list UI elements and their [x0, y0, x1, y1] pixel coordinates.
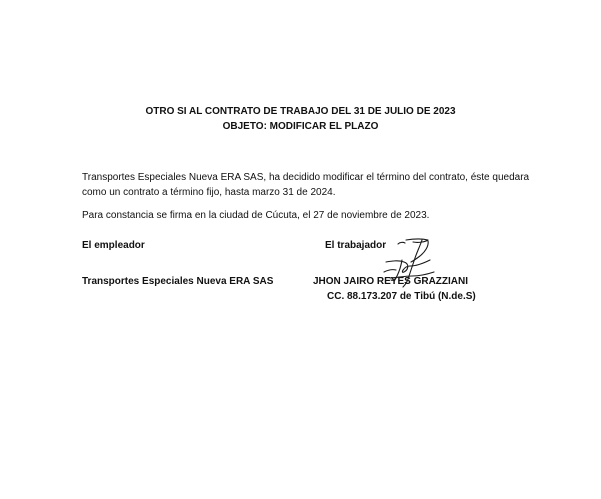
employer-name: Transportes Especiales Nueva ERA SAS — [82, 276, 274, 287]
handwritten-signature-icon — [378, 236, 444, 298]
signing-statement: Para constancia se firma en la ciudad de Cúcuta, el 27 de noviembre de 2023. — [82, 210, 430, 221]
document-subject: OBJETO: MODIFICAR EL PLAZO — [222, 121, 379, 132]
employer-label: El empleador — [82, 240, 145, 251]
worker-name: JHON JAIRO REYES GRAZZIANI — [313, 276, 469, 287]
worker-label: El trabajador — [325, 240, 387, 251]
worker-id: CC. 88.173.207 de Tibú (N.de.S) — [327, 291, 476, 302]
body-paragraph-line: Transportes Especiales Nueva ERA SAS, ha decidido modificar el término del contrato, éste quedara — [82, 172, 530, 183]
document-title: OTRO SI AL CONTRATO DE TRABAJO DEL 31 DE JULIO DE 2023 — [145, 106, 456, 117]
body-paragraph-line: como un contrato a término fijo, hasta marzo 31 de 2024. — [82, 187, 336, 198]
